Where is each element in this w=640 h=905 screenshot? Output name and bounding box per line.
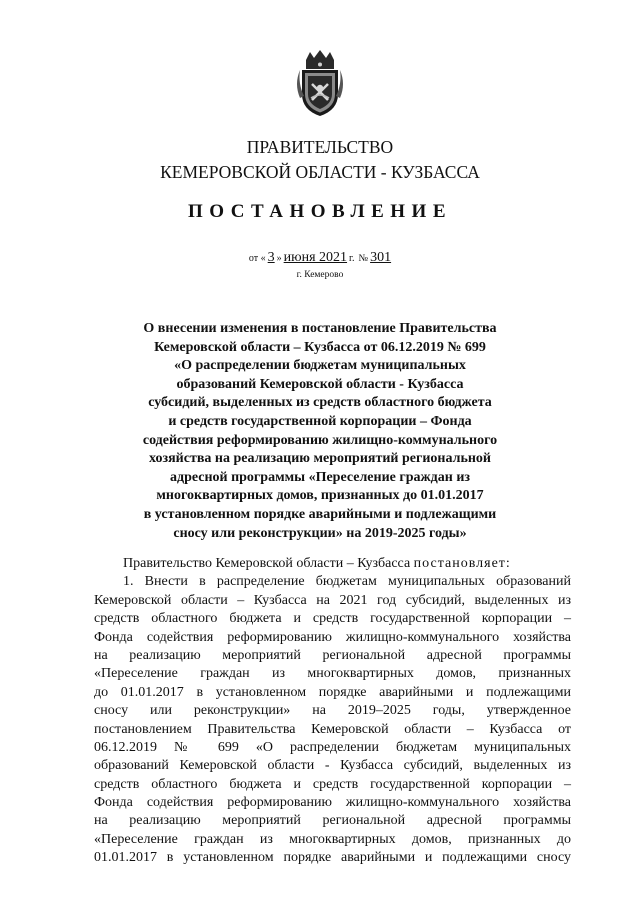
paragraph-line: средств областного бюджета и средств государственной корпорации –	[94, 611, 571, 627]
paragraph-line: 1. Внести в распределение бюджетам муниципальных образований	[123, 574, 571, 590]
intro-text: Правительство Кемеровской области – Кузбасса	[123, 556, 414, 571]
date-mid: »	[276, 253, 282, 264]
intro-verb: постановляет:	[413, 556, 511, 571]
paragraph-line: сносу или реконструкции» на 2019–2025 годы, утвержденное	[94, 703, 571, 719]
date-month-year: июня 2021	[283, 250, 348, 265]
paragraph-line: Кемеровской области – Кузбасса на 2021 год субсидий, выделенных из	[94, 592, 571, 608]
heading-line: хозяйства на реализацию мероприятий региональной	[149, 451, 491, 467]
heading-line: адресной программы «Переселение граждан из	[169, 469, 471, 485]
government-name-line2: КЕМЕРОВСКОЙ ОБЛАСТИ - КУЗБАССА	[160, 162, 480, 182]
heading-line: многоквартирных домов, признанных до 01.01.2017	[156, 488, 484, 504]
date-prefix: от «	[248, 253, 266, 264]
paragraph-line: до 01.01.2017 в установленном порядке аварийными и подлежащими	[94, 684, 571, 700]
heading-line: в установленном порядке аварийными и подлежащими	[143, 506, 497, 522]
heading-line: Кемеровской области – Кузбасса от 06.12.2019 № 699	[154, 339, 486, 355]
city: г. Кемерово	[296, 270, 344, 280]
number-prefix: №	[358, 253, 369, 264]
date-year-suffix: г.	[349, 253, 355, 264]
paragraph-line: 01.01.2017 в установленном порядке аварийными и подлежащими сносу	[94, 850, 571, 866]
government-name-line1: ПРАВИТЕЛЬСТВО	[246, 137, 394, 157]
date-day: 3	[267, 250, 275, 265]
heading-line: образований Кемеровской области - Кузбасса	[176, 376, 464, 392]
paragraph-line: средств областного бюджета и средств государственной корпорации –	[94, 776, 571, 792]
paragraph-line: постановлением Правительства Кемеровской области – Кузбасса от	[94, 721, 571, 737]
heading-line: субсидий, выделенных из средств областного бюджета	[148, 395, 492, 411]
heading-line: «О распределении бюджетам муниципальных	[174, 358, 466, 374]
document-number: 301	[370, 250, 392, 265]
document-heading	[120, 320, 520, 543]
paragraph-line: 06.12.2019 № 699 «О распределении бюджетам муниципальных	[94, 739, 571, 755]
intro-paragraph	[94, 555, 571, 573]
coat-of-arms-icon	[294, 48, 346, 118]
paragraph-line: «Переселение граждан из многоквартирных домов, признанных до	[94, 831, 571, 847]
date-line	[0, 250, 640, 266]
paragraph-line: на реализацию мероприятий региональной адресной программы	[94, 647, 571, 663]
heading-line: О внесении изменения в постановление Правительства	[143, 321, 497, 336]
paragraph-line: образований Кемеровской области - Кузбасса субсидий, выделенных из	[94, 758, 571, 774]
heading-line: и средств государственной корпорации – Фонда	[168, 413, 472, 429]
document-type-title: ПОСТАНОВЛЕНИЕ	[187, 201, 453, 222]
document-body	[94, 555, 571, 868]
paragraph-line: на реализацию мероприятий региональной адресной программы	[94, 813, 571, 829]
paragraph-line: «Переселение граждан из многоквартирных домов, признанных	[94, 666, 571, 682]
paragraph-line: Фонда содействия реформированию жилищно-коммунального хозяйства	[94, 795, 571, 811]
heading-line: содействия реформированию жилищно-коммунального	[142, 432, 498, 448]
paragraph-line: Фонда содействия реформированию жилищно-коммунального хозяйства	[94, 629, 571, 645]
heading-line: сносу или реконструкции» на 2019-2025 годы»	[173, 525, 467, 541]
